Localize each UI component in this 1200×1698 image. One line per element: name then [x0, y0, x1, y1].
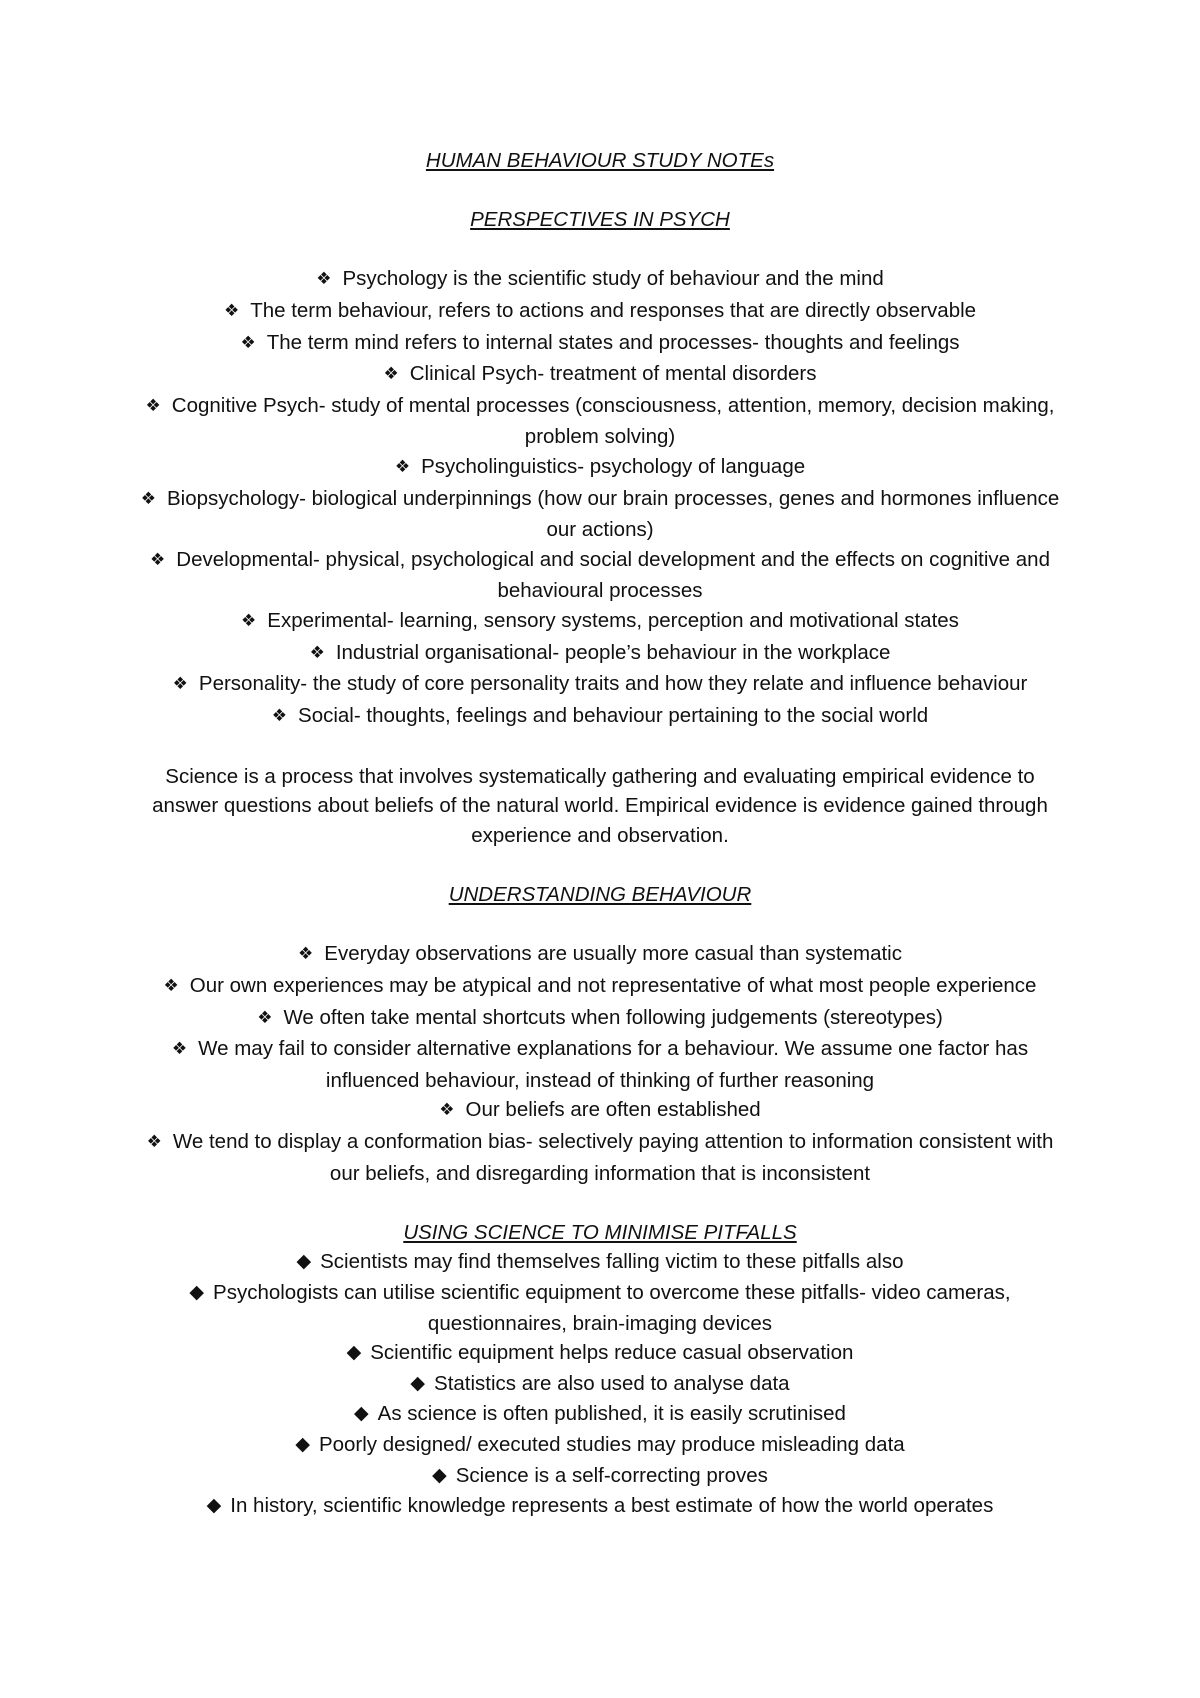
bullet-item: [140, 1430, 1060, 1461]
bullet-text: As science is often published, it is easily scrutinised: [377, 1402, 846, 1426]
bullet-text: Industrial organisational- people’s behaviour in the workplace: [335, 640, 891, 664]
solid-diamond-icon: ◆: [206, 1494, 222, 1517]
bullet-text: The term behaviour, refers to actions and responses that are directly observable: [250, 298, 977, 322]
solid-diamond-icon: ◆: [296, 1250, 312, 1273]
bullet-item: [140, 264, 1060, 296]
spacer: [140, 1188, 1060, 1218]
bullet-text: Science is a self-correcting proves: [455, 1463, 768, 1487]
bullet-item: [140, 359, 1060, 391]
bullet-text: Everyday observations are usually more casual than systematic: [324, 942, 902, 966]
four-diamond-outline-icon: ❖: [146, 1132, 162, 1152]
four-diamond-outline-icon: ❖: [271, 705, 288, 726]
four-diamond-outline-icon: ❖: [140, 488, 156, 509]
bullet-text: Poorly designed/ executed studies may produce misleading data: [318, 1432, 905, 1456]
four-diamond-outline-icon: ❖: [150, 549, 166, 570]
bullet-item: [140, 669, 1060, 701]
four-diamond-outline-icon: ❖: [172, 674, 188, 695]
bullet-item: [140, 1003, 1060, 1035]
bullet-text: The term mind refers to internal states and processes- thoughts and feelings: [266, 330, 960, 354]
four-diamond-outline-icon: ❖: [309, 642, 325, 663]
bullet-text: Our own experiences may be atypical and not representative of what most people experience: [189, 974, 1037, 998]
four-diamond-outline-icon: ❖: [145, 395, 161, 416]
bullet-item: [140, 939, 1060, 971]
section-heading-pitfalls: USING SCIENCE TO MINIMISE PITFALLS: [403, 1220, 797, 1244]
bullet-item: [140, 1034, 1060, 1095]
bullet-item: [140, 971, 1060, 1003]
bullet-item: [140, 328, 1060, 360]
bullet-item: [140, 391, 1060, 452]
four-diamond-outline-icon: ❖: [439, 1100, 455, 1121]
bullet-text: We often take mental shortcuts when following judgements (stereotypes): [283, 1005, 943, 1029]
bullet-text: Experimental- learning, sensory systems, perception and motivational states: [267, 608, 959, 632]
pitfalls-bullet-list: [140, 1247, 1060, 1521]
science-definition-paragraph: Science is a process that involves systematically gathering and evaluating empirical evidence to answer questions about beliefs of the natural world. Empirical evidence is evidence gained through experience and observation.: [152, 764, 1048, 848]
bullet-item: [140, 452, 1060, 484]
four-diamond-outline-icon: ❖: [171, 1039, 188, 1060]
solid-diamond-icon: ◆: [189, 1280, 205, 1303]
bullet-text: Statistics are also used to analyse data: [434, 1371, 790, 1395]
four-diamond-outline-icon: ❖: [394, 456, 411, 477]
bullet-text: Scientific equipment helps reduce casual observation: [370, 1341, 854, 1365]
bullet-item: [140, 1127, 1060, 1188]
bullet-text: Scientists may find themselves falling victim to these pitfalls also: [320, 1250, 904, 1274]
four-diamond-outline-icon: ❖: [163, 976, 179, 997]
four-diamond-outline-icon: ❖: [383, 364, 399, 385]
bullet-item: [140, 545, 1060, 606]
bullet-item: [140, 484, 1060, 545]
bullet-item: [140, 701, 1060, 733]
solid-diamond-icon: ◆: [432, 1463, 447, 1486]
bullet-item: [140, 638, 1060, 670]
solid-diamond-icon: ◆: [346, 1341, 362, 1364]
bullet-item: [140, 1461, 1060, 1492]
bullet-text: Psychology is the scientific study of behaviour and the mind: [342, 267, 884, 291]
spacer: [140, 910, 1060, 940]
bullet-item: [140, 1491, 1060, 1522]
bullet-item: [140, 1278, 1060, 1338]
bullet-text: Clinical Psych- treatment of mental disorders: [409, 362, 817, 386]
perspectives-bullet-list: [140, 264, 1060, 732]
bullet-item: [140, 1247, 1060, 1278]
spacer: [140, 851, 1060, 881]
bullet-item: [140, 1338, 1060, 1369]
solid-diamond-icon: ◆: [354, 1402, 369, 1425]
spacer: [140, 235, 1060, 265]
bullet-item: [140, 1399, 1060, 1430]
bullet-text: Biopsychology- biological underpinnings (how our brain processes, genes and hormones influence our actions): [166, 486, 1060, 542]
bullet-item: [140, 1369, 1060, 1400]
spacer: [140, 176, 1060, 206]
bullet-text: Psychologists can utilise scientific equipment to overcome these pitfalls- video cameras, questionnaires, brain-imaging devices: [213, 1280, 1011, 1335]
spacer: [140, 732, 1060, 762]
bullet-text: We tend to display a conformation bias- selectively paying attention to information consistent with our beliefs, and disregarding information that is inconsistent: [172, 1130, 1054, 1185]
bullet-item: [140, 1095, 1060, 1127]
bullet-text: Personality- the study of core personality traits and how they relate and influence behaviour: [198, 672, 1028, 696]
section-heading-understanding: UNDERSTANDING BEHAVIOUR: [448, 883, 752, 907]
bullet-text: Psycholinguistics- psychology of language: [421, 454, 806, 478]
bullet-text: Cognitive Psych- study of mental processes (consciousness, attention, memory, decision making, problem solving): [171, 393, 1055, 449]
bullet-item: [140, 296, 1060, 328]
bullet-item: [140, 606, 1060, 638]
section-heading-perspectives: PERSPECTIVES IN PSYCH: [470, 208, 730, 232]
four-diamond-outline-icon: ❖: [240, 332, 256, 353]
document-body: [140, 146, 1060, 1522]
bullet-text: We may fail to consider alternative explanations for a behaviour. We assume one factor has influenced behaviour, instead of thinking of further reasoning: [198, 1037, 1029, 1092]
bullet-text: Social- thoughts, feelings and behaviour pertaining to the social world: [298, 703, 929, 727]
four-diamond-outline-icon: ❖: [223, 300, 240, 321]
four-diamond-outline-icon: ❖: [316, 269, 332, 290]
four-diamond-outline-icon: ❖: [298, 944, 314, 965]
solid-diamond-icon: ◆: [295, 1432, 310, 1455]
bullet-text: In history, scientific knowledge represents a best estimate of how the world operates: [230, 1494, 994, 1518]
understanding-bullet-list: [140, 939, 1060, 1188]
solid-diamond-icon: ◆: [410, 1371, 426, 1394]
bullet-text: Our beliefs are often established: [465, 1098, 761, 1122]
four-diamond-outline-icon: ❖: [241, 610, 257, 631]
bullet-text: Developmental- physical, psychological and social development and the effects on cognitive and behavioural processes: [176, 547, 1050, 603]
document-title: HUMAN BEHAVIOUR STUDY NOTEs: [425, 149, 775, 172]
four-diamond-outline-icon: ❖: [257, 1007, 273, 1028]
